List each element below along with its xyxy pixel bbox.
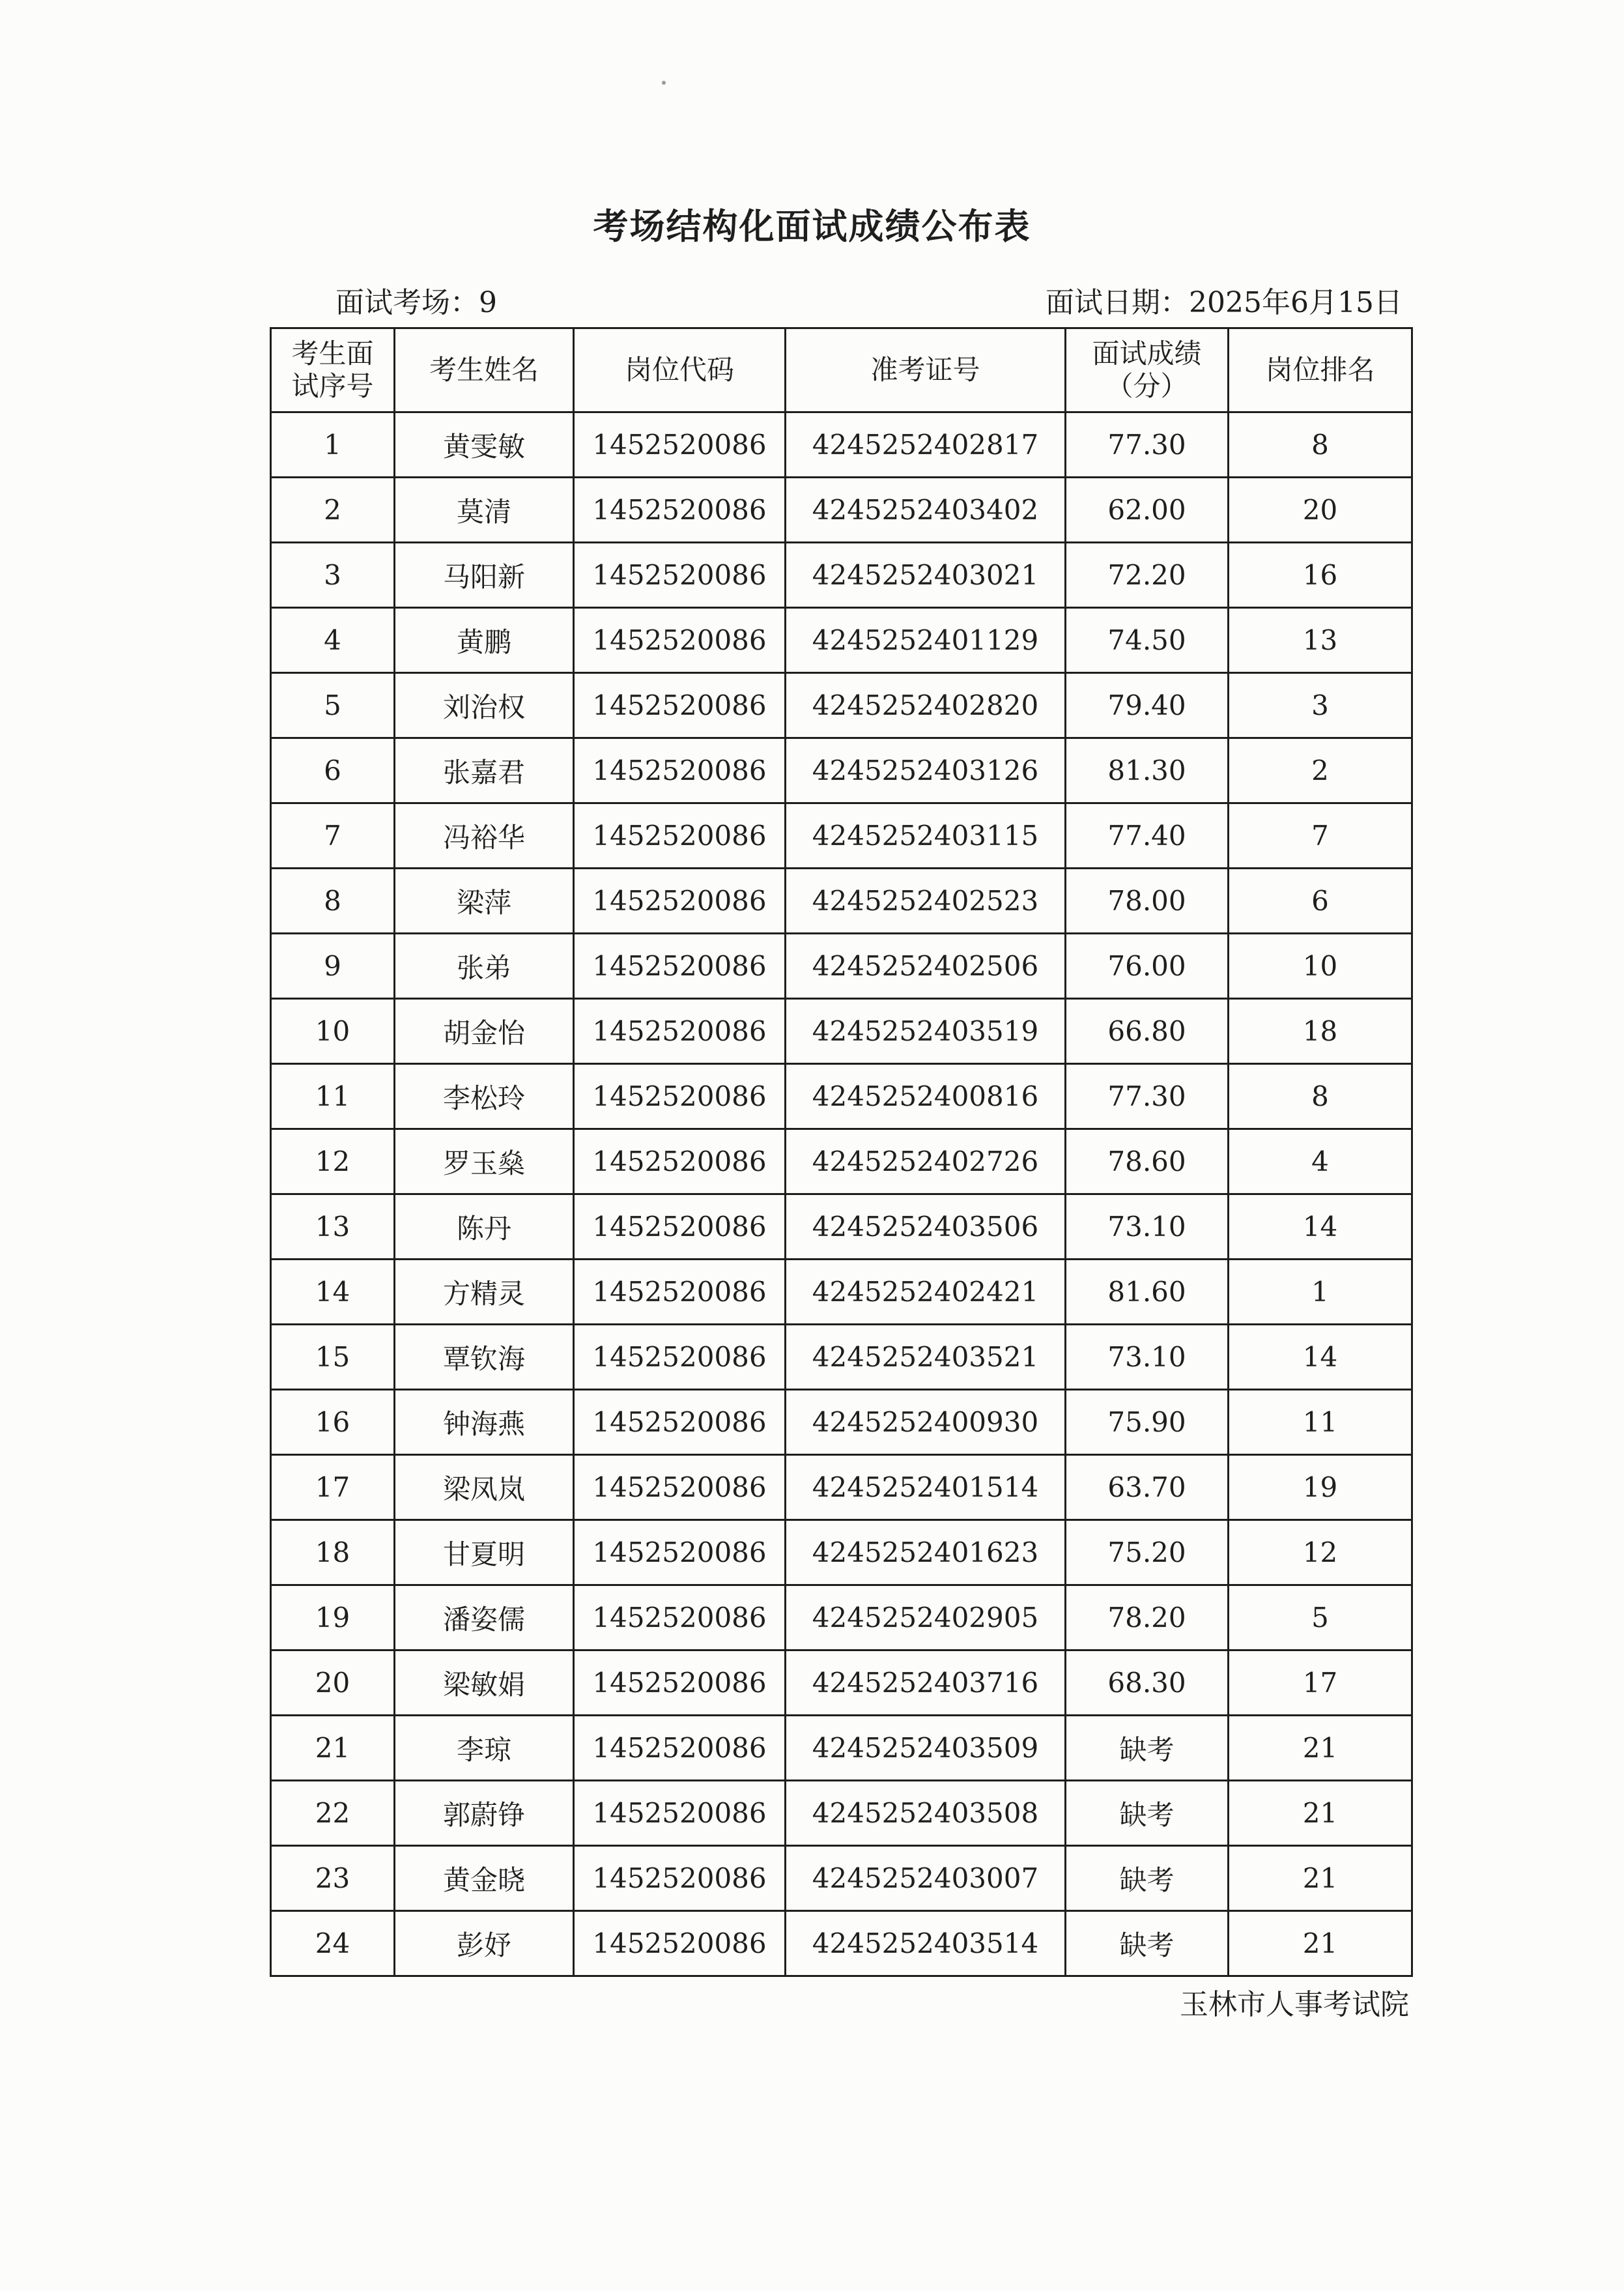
cell-post-code: 1452520086 — [574, 1064, 786, 1129]
cell-post-code: 1452520086 — [574, 738, 786, 803]
cell-post-code: 1452520086 — [574, 1911, 786, 1976]
cell-score: 81.30 — [1066, 738, 1229, 803]
cell-post-code: 1452520086 — [574, 1390, 786, 1455]
cell-name: 黄鹏 — [395, 608, 574, 673]
cell-post-code: 1452520086 — [574, 673, 786, 738]
cell-rank: 6 — [1229, 869, 1412, 934]
cell-score: 79.40 — [1066, 673, 1229, 738]
table-row — [271, 1650, 1412, 1716]
cell-score: 77.30 — [1066, 412, 1229, 478]
cell-name: 罗玉燊 — [395, 1129, 574, 1194]
cell-name: 潘姿儒 — [395, 1585, 574, 1650]
exam-room-label: 面试考场：9 — [335, 286, 497, 319]
cell-rank: 3 — [1229, 673, 1412, 738]
cell-ticket-no: 4245252403021 — [786, 543, 1066, 608]
cell-rank: 1 — [1229, 1260, 1412, 1325]
cell-seq: 7 — [271, 803, 395, 869]
cell-score: 缺考 — [1066, 1911, 1229, 1976]
cell-rank: 16 — [1229, 543, 1412, 608]
cell-post-code: 1452520086 — [574, 1129, 786, 1194]
cell-post-code: 1452520086 — [574, 1781, 786, 1846]
cell-score: 75.20 — [1066, 1520, 1229, 1585]
cell-seq: 17 — [271, 1455, 395, 1520]
cell-post-code: 1452520086 — [574, 999, 786, 1064]
table-row — [271, 608, 1412, 673]
cell-seq: 8 — [271, 869, 395, 934]
cell-post-code: 1452520086 — [574, 934, 786, 999]
header-seq-line1: 考生面 — [291, 337, 374, 369]
cell-seq: 12 — [271, 1129, 395, 1194]
cell-score: 78.60 — [1066, 1129, 1229, 1194]
cell-seq: 22 — [271, 1781, 395, 1846]
header-name: 考生姓名 — [395, 328, 574, 412]
table-row — [271, 738, 1412, 803]
cell-ticket-no: 4245252402506 — [786, 934, 1066, 999]
cell-rank: 20 — [1229, 478, 1412, 543]
cell-seq: 10 — [271, 999, 395, 1064]
cell-score: 72.20 — [1066, 543, 1229, 608]
table-row — [271, 1455, 1412, 1520]
cell-seq: 3 — [271, 543, 395, 608]
cell-post-code: 1452520086 — [574, 608, 786, 673]
cell-rank: 14 — [1229, 1194, 1412, 1260]
table-row — [271, 412, 1412, 478]
cell-ticket-no: 4245252403007 — [786, 1846, 1066, 1911]
cell-ticket-no: 4245252403521 — [786, 1325, 1066, 1390]
cell-rank: 4 — [1229, 1129, 1412, 1194]
cell-post-code: 1452520086 — [574, 412, 786, 478]
cell-seq: 5 — [271, 673, 395, 738]
cell-name: 冯裕华 — [395, 803, 574, 869]
table-row — [271, 1260, 1412, 1325]
table-row — [271, 1716, 1412, 1781]
cell-ticket-no: 4245252403126 — [786, 738, 1066, 803]
cell-ticket-no: 4245252403509 — [786, 1716, 1066, 1781]
cell-ticket-no: 4245252403514 — [786, 1911, 1066, 1976]
cell-name: 梁凤岚 — [395, 1455, 574, 1520]
table-row — [271, 1585, 1412, 1650]
table-row — [271, 1520, 1412, 1585]
cell-score: 74.50 — [1066, 608, 1229, 673]
cell-rank: 18 — [1229, 999, 1412, 1064]
cell-rank: 10 — [1229, 934, 1412, 999]
cell-rank: 19 — [1229, 1455, 1412, 1520]
cell-rank: 21 — [1229, 1911, 1412, 1976]
cell-ticket-no: 4245252400816 — [786, 1064, 1066, 1129]
table-row — [271, 999, 1412, 1064]
table-header-row — [271, 328, 1412, 412]
table-row — [271, 1064, 1412, 1129]
table-row — [271, 1911, 1412, 1976]
cell-name: 梁敏娟 — [395, 1650, 574, 1716]
table-row — [271, 1194, 1412, 1260]
cell-name: 陈丹 — [395, 1194, 574, 1260]
cell-rank: 12 — [1229, 1520, 1412, 1585]
cell-rank: 21 — [1229, 1781, 1412, 1846]
cell-ticket-no: 4245252403508 — [786, 1781, 1066, 1846]
cell-name: 郭蔚铮 — [395, 1781, 574, 1846]
cell-seq: 18 — [271, 1520, 395, 1585]
cell-seq: 9 — [271, 934, 395, 999]
cell-post-code: 1452520086 — [574, 1455, 786, 1520]
cell-name: 胡金怡 — [395, 999, 574, 1064]
header-post-code: 岗位代码 — [574, 328, 786, 412]
cell-score: 62.00 — [1066, 478, 1229, 543]
cell-ticket-no: 4245252403716 — [786, 1650, 1066, 1716]
cell-rank: 21 — [1229, 1846, 1412, 1911]
cell-name: 马阳新 — [395, 543, 574, 608]
cell-post-code: 1452520086 — [574, 803, 786, 869]
cell-rank: 17 — [1229, 1650, 1412, 1716]
cell-score: 75.90 — [1066, 1390, 1229, 1455]
cell-seq: 19 — [271, 1585, 395, 1650]
cell-score: 81.60 — [1066, 1260, 1229, 1325]
cell-seq: 20 — [271, 1650, 395, 1716]
header-score-line1: 面试成绩 — [1092, 337, 1202, 369]
cell-ticket-no: 4245252401623 — [786, 1520, 1066, 1585]
cell-ticket-no: 4245252403519 — [786, 999, 1066, 1064]
cell-score: 缺考 — [1066, 1846, 1229, 1911]
cell-ticket-no: 4245252402726 — [786, 1129, 1066, 1194]
cell-name: 李琼 — [395, 1716, 574, 1781]
cell-ticket-no: 4245252402820 — [786, 673, 1066, 738]
cell-score: 76.00 — [1066, 934, 1229, 999]
cell-name: 莫清 — [395, 478, 574, 543]
cell-name: 张弟 — [395, 934, 574, 999]
cell-seq: 24 — [271, 1911, 395, 1976]
issuer-name: 玉林市人事考试院 — [1180, 1988, 1409, 2021]
header-rank: 岗位排名 — [1229, 328, 1412, 412]
table-row — [271, 1390, 1412, 1455]
cell-rank: 14 — [1229, 1325, 1412, 1390]
cell-score: 缺考 — [1066, 1716, 1229, 1781]
cell-rank: 21 — [1229, 1716, 1412, 1781]
cell-rank: 5 — [1229, 1585, 1412, 1650]
cell-name: 黄金晓 — [395, 1846, 574, 1911]
cell-post-code: 1452520086 — [574, 478, 786, 543]
page-title: 考场结构化面试成绩公布表 — [593, 205, 1031, 247]
table-row — [271, 478, 1412, 543]
cell-score: 78.00 — [1066, 869, 1229, 934]
header-score-line2: （分） — [1105, 370, 1188, 402]
cell-ticket-no: 4245252402817 — [786, 412, 1066, 478]
table-row — [271, 869, 1412, 934]
exam-date-label: 面试日期：2025年6月15日 — [1046, 286, 1403, 319]
cell-score: 77.40 — [1066, 803, 1229, 869]
cell-name: 甘夏明 — [395, 1520, 574, 1585]
table-row — [271, 543, 1412, 608]
cell-score: 73.10 — [1066, 1325, 1229, 1390]
cell-ticket-no: 4245252403115 — [786, 803, 1066, 869]
cell-rank: 8 — [1229, 1064, 1412, 1129]
header-ticket-no: 准考证号 — [786, 328, 1066, 412]
cell-name: 张嘉君 — [395, 738, 574, 803]
cell-seq: 23 — [271, 1846, 395, 1911]
cell-name: 钟海燕 — [395, 1390, 574, 1455]
cell-score: 缺考 — [1066, 1781, 1229, 1846]
cell-rank: 13 — [1229, 608, 1412, 673]
cell-ticket-no: 4245252401129 — [786, 608, 1066, 673]
table-row — [271, 1129, 1412, 1194]
cell-score: 77.30 — [1066, 1064, 1229, 1129]
cell-post-code: 1452520086 — [574, 1260, 786, 1325]
cell-ticket-no: 4245252402905 — [786, 1585, 1066, 1650]
cell-name: 李松玲 — [395, 1064, 574, 1129]
table-row — [271, 1325, 1412, 1390]
cell-post-code: 1452520086 — [574, 1520, 786, 1585]
table-row — [271, 673, 1412, 738]
cell-post-code: 1452520086 — [574, 1194, 786, 1260]
cell-score: 78.20 — [1066, 1585, 1229, 1650]
cell-score: 66.80 — [1066, 999, 1229, 1064]
score-table — [270, 327, 1413, 1977]
cell-name: 覃钦海 — [395, 1325, 574, 1390]
cell-seq: 2 — [271, 478, 395, 543]
table-row — [271, 1781, 1412, 1846]
header-seq — [271, 328, 395, 412]
cell-ticket-no: 4245252403506 — [786, 1194, 1066, 1260]
cell-post-code: 1452520086 — [574, 1716, 786, 1781]
cell-name: 梁萍 — [395, 869, 574, 934]
cell-seq: 4 — [271, 608, 395, 673]
scan-speck — [662, 81, 666, 85]
cell-ticket-no: 4245252402523 — [786, 869, 1066, 934]
cell-seq: 13 — [271, 1194, 395, 1260]
cell-ticket-no: 4245252402421 — [786, 1260, 1066, 1325]
cell-post-code: 1452520086 — [574, 1846, 786, 1911]
cell-rank: 11 — [1229, 1390, 1412, 1455]
cell-name: 彭妤 — [395, 1911, 574, 1976]
cell-name: 黄雯敏 — [395, 412, 574, 478]
cell-post-code: 1452520086 — [574, 1650, 786, 1716]
cell-seq: 14 — [271, 1260, 395, 1325]
table-row — [271, 803, 1412, 869]
cell-post-code: 1452520086 — [574, 1585, 786, 1650]
cell-ticket-no: 4245252401514 — [786, 1455, 1066, 1520]
cell-seq: 15 — [271, 1325, 395, 1390]
cell-rank: 8 — [1229, 412, 1412, 478]
cell-seq: 16 — [271, 1390, 395, 1455]
cell-score: 63.70 — [1066, 1455, 1229, 1520]
cell-post-code: 1452520086 — [574, 543, 786, 608]
cell-post-code: 1452520086 — [574, 1325, 786, 1390]
header-seq-line2: 试序号 — [291, 370, 374, 402]
table-row — [271, 1846, 1412, 1911]
cell-score: 68.30 — [1066, 1650, 1229, 1716]
cell-post-code: 1452520086 — [574, 869, 786, 934]
cell-ticket-no: 4245252403402 — [786, 478, 1066, 543]
cell-ticket-no: 4245252400930 — [786, 1390, 1066, 1455]
header-score — [1066, 328, 1229, 412]
cell-score: 73.10 — [1066, 1194, 1229, 1260]
cell-name: 方精灵 — [395, 1260, 574, 1325]
cell-name: 刘治权 — [395, 673, 574, 738]
cell-seq: 21 — [271, 1716, 395, 1781]
cell-rank: 2 — [1229, 738, 1412, 803]
cell-rank: 7 — [1229, 803, 1412, 869]
cell-seq: 11 — [271, 1064, 395, 1129]
cell-seq: 1 — [271, 412, 395, 478]
table-row — [271, 934, 1412, 999]
cell-seq: 6 — [271, 738, 395, 803]
